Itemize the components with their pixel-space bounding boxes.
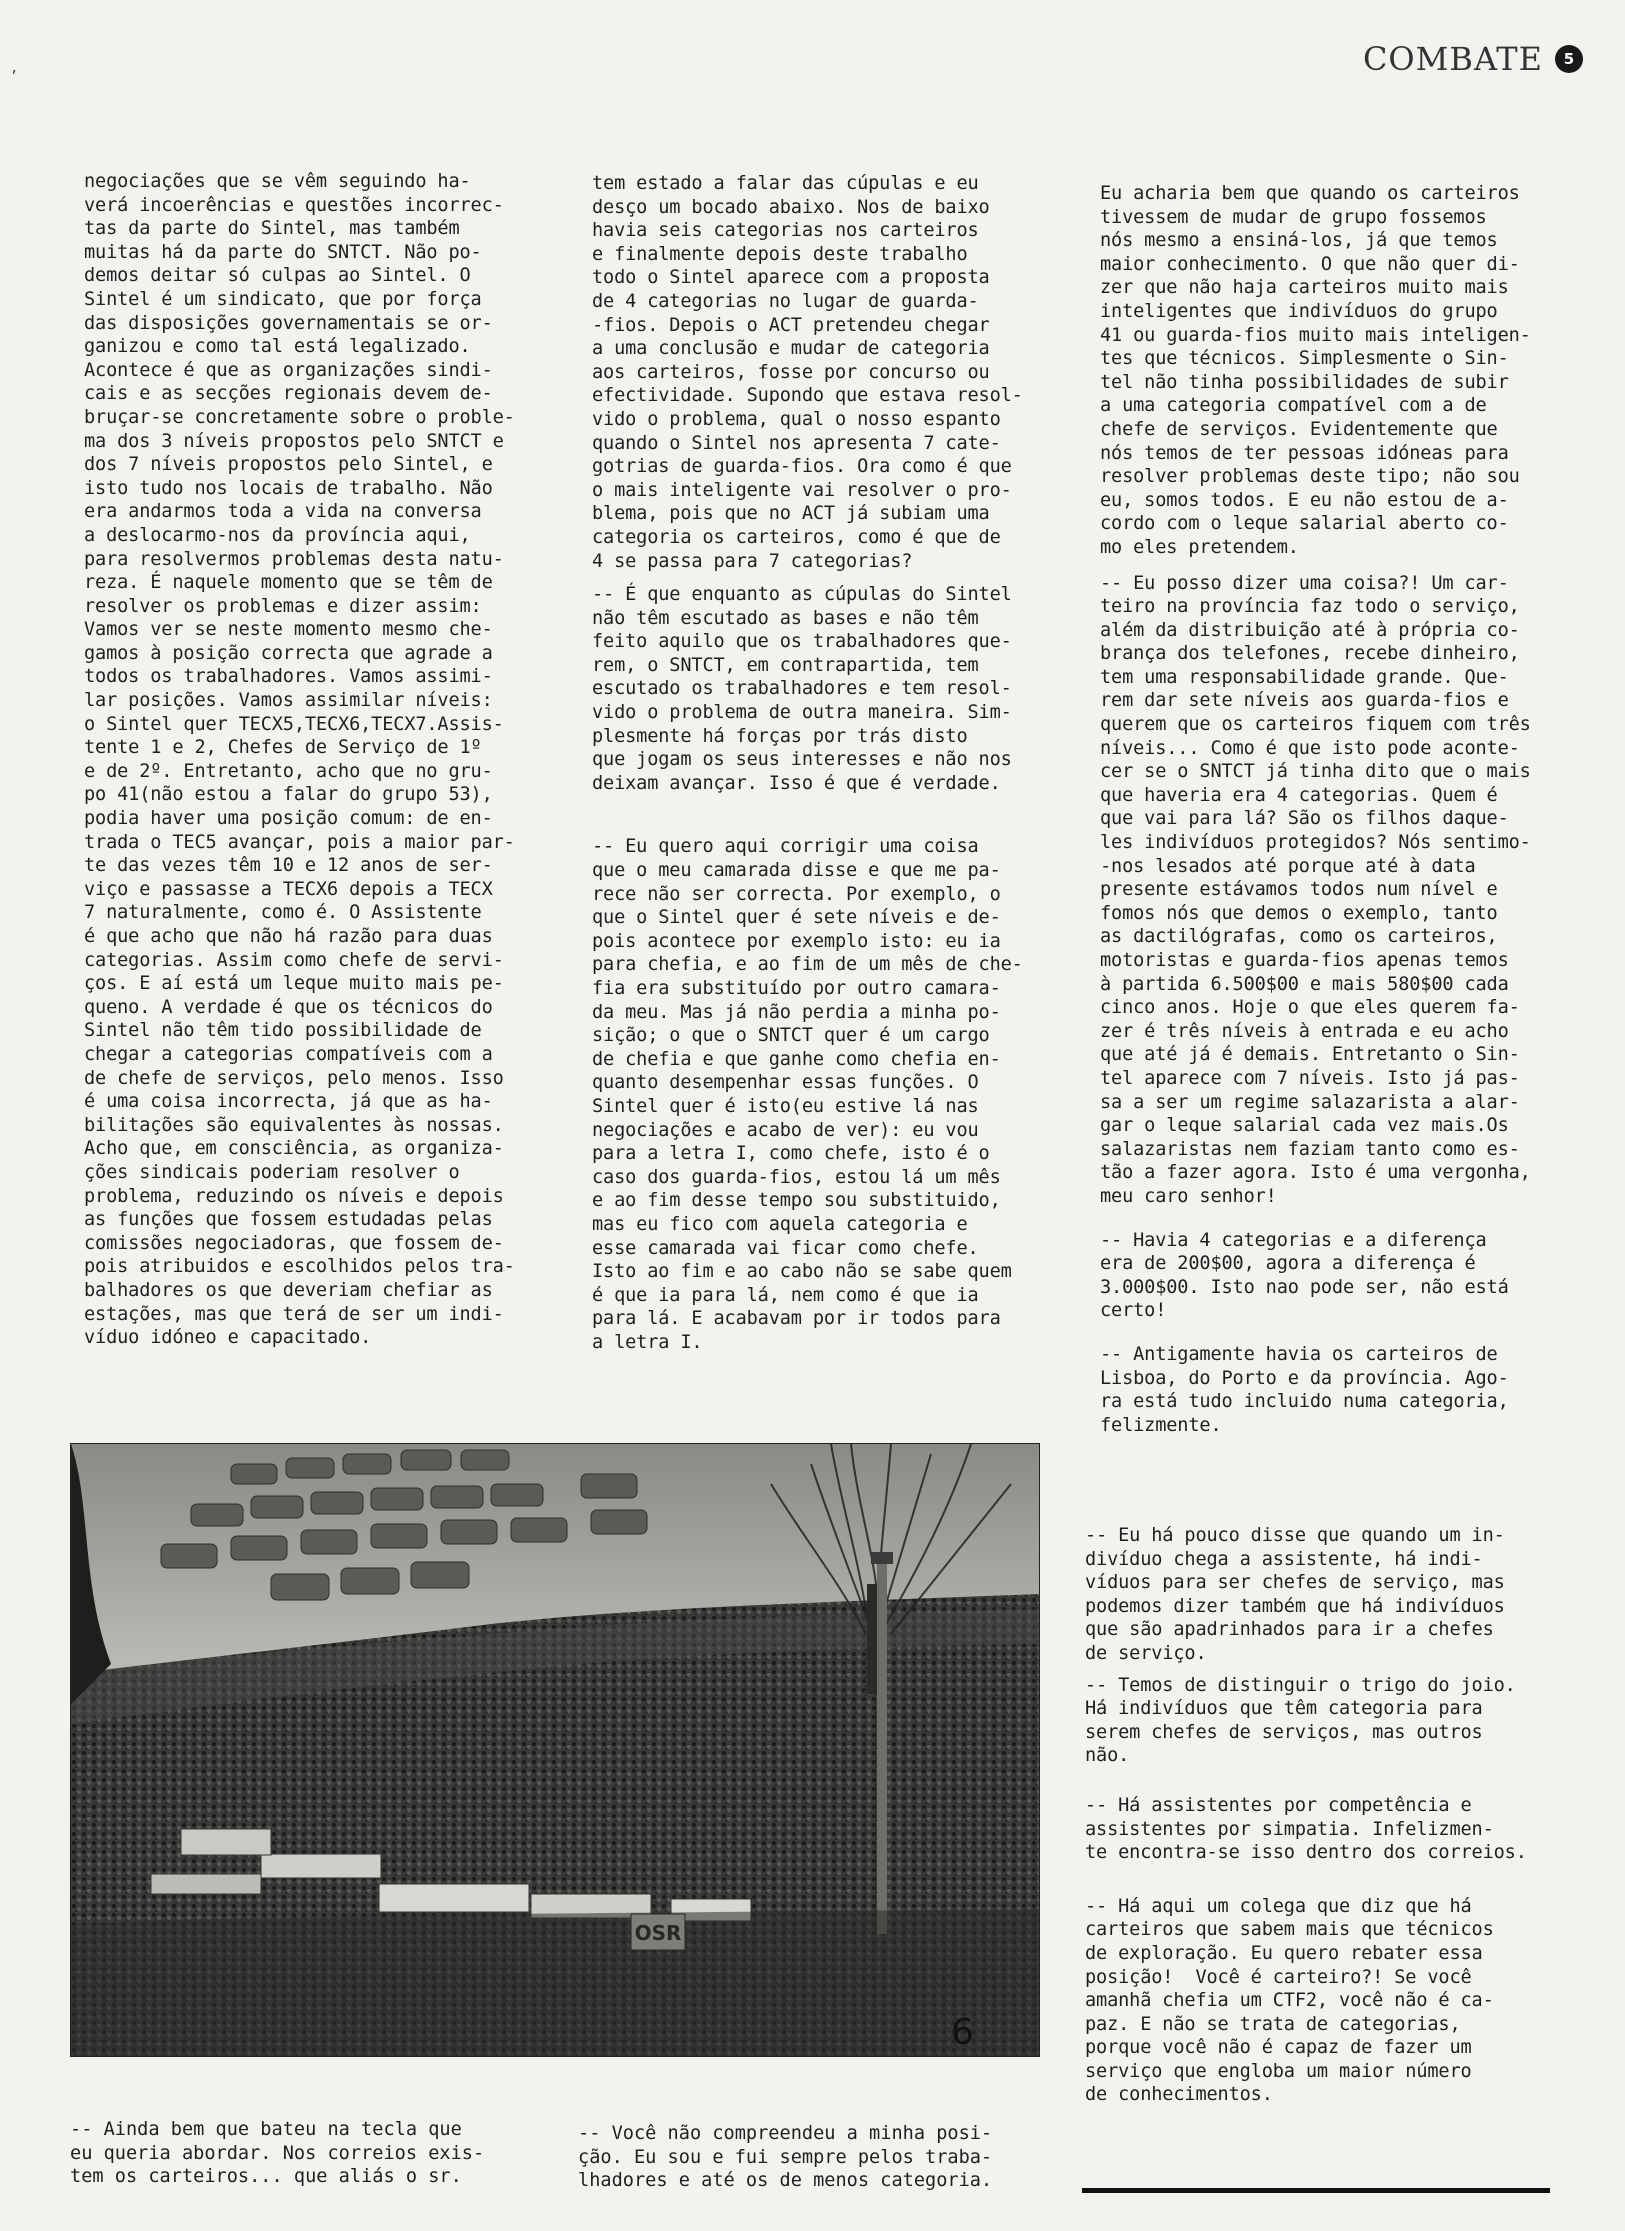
caption-middle xyxy=(578,2122,1068,2193)
paragraph: Eu acharia bem que quando os carteiros tivessem de mudar de grupo fossemos nós mesmo a ensiná-los, já que temos maior conhecimento. O que não quer di- zer que não haja carteiros muito mais inteligentes que indivíduos do grupo 41 ou guarda-fios muito mais inteligen- tes que técnicos. Simplesmente o Sin- tel não tinha possibilidades de subir a uma categoria compatível com a de chefe de serviços. Evidentemente que nós temos de ter pessoas idóneas para resolver problemas deste tipo; não sou eu, somos todos. E eu não estou de a- cordo com o leque salarial aberto co- mo eles pretendem. xyxy=(1100,183,1531,558)
page-number-badge: 5 xyxy=(1555,45,1583,73)
paragraph: -- É que enquanto as cúpulas do Sintel não têm escutado as bases e não têm feito aquilo que os trabalhadores que- rem, o SNTCT, em contrapartida, tem escutado os trabalhadores e tem resol- vido o problema de outra maneira. Sim- plesmente há forças por trás disto que jogam os seus interesses e não nos deixam avançar. Isso é que é verdade. xyxy=(592,584,1012,794)
article-column-1 xyxy=(84,170,584,1350)
paragraph: -- Antigamente havia os carteiros de Lisboa, do Porto e da província. Ago- ra está tudo incluido numa categoria, felizmente. xyxy=(1100,1343,1509,1436)
paragraph: tem estado a falar das cúpulas e eu desço um bocado abaixo. Nos de baixo havia seis categorias nos carteiros e finalmente depois deste trabalho todo o Sintel aparece com a proposta de 4 categorias no lugar de guarda- -fios. Depois o ACT pretendeu chegar a uma conclusão e mudar de categoria aos carteiros, fosse por concurso ou efectividade. Supondo que estava resol- vido o problema, qual o nosso espanto quando o Sintel nos apresenta 7 cate- gotrias de guarda-fios. Ora como é que o mais inteligente vai resolver o pro- blema, pois que no ACT já subiam uma categoria os carteiros, como é que de 4 se passa para 7 categorias? xyxy=(592,173,1023,572)
paragraph: -- Eu posso dizer uma coisa?! Um car- teiro na província faz todo o serviço, além da distribuição até à própria co- brança dos telefones, recebe dinheiro, tem uma responsabilidade grande. Que- rem dar sete níveis aos guarda-fios e querem que os carteiros fiquem com três níveis... Como é que isto pode aconte- cer se o SNTCT já tinha dito que o mais que haveria era 4 categorias. Quem é que vai para lá? São os filhos daque- les indivíduos protegidos? Nós sentimo- -nos lesados até porque até à data presente estávamos todos num nível e fomos nós que demos o exemplo, tanto as dactilógrafas, como os carteiros, motoristas e guarda-fios apenas temos à partida 6.500$00 e mais 580$00 cada cinco anos. Hoje o que eles querem fa- zer é três níveis à entrada e eu acho que até já é demais. Entretanto o Sin- tel aparece com 7 níveis. Isto já pas- sa a ser um regime salazarista a alar- gar o leque salarial cada vez mais.Os salazaristas nem faziam tanto como es- tão a fazer agora. Isto é uma vergonha, meu caro senhor! xyxy=(1100,572,1531,1207)
paragraph: -- Havia 4 categorias e a diferença era de 200$00, agora a diferença é 3.000$00. Isto nao pode ser, não está certo! xyxy=(1100,1229,1509,1322)
photo-corner-mark: 6 xyxy=(951,2012,974,2053)
paragraph: negociações que se vêm seguindo ha- verá incoerências e questões incorrec- tas da parte do Sintel, mas também muitas há da parte do SNTCT. Não po- demos deitar só culpas ao Sintel. O Sintel é um sindicato, que por força das disposições governamentais se or- ganizou e como tal está legalizado. xyxy=(84,171,504,358)
paragraph: -- Temos de distinguir o trigo do joio. Há indivíduos que têm categoria para serem chefes de serviços, mas outros não. xyxy=(1085,1674,1516,1767)
paragraph: -- Eu quero aqui corrigir uma coisa que o meu camarada disse e que me pa- rece não ser correcta. Por exemplo, o que o Sintel quer é sete níveis e de- pois acontece por exemplo isto: eu ia para chefia, e ao fim de um mês de che- fia era substituído por outro camara- da meu. Mas já não perdia a minha po- sição; o que o SNTCT quer é um cargo de chefia e que ganhe como chefia en- quanto desempenhar essas funções. O Sintel quer é isto(eu estive lá nas negociações e acabo de ver): eu vou para a letra I, como chefe, isto é o caso dos guarda-fios, estou lá um mês e ao fim desse tempo sou substituido, mas eu fico com aquela categoria e esse camarada vai ficar como chefe. Isto ao fim e ao cabo não se sabe quem é que ia para lá, nem como é que ia para lá. E acabavam por ir todos para a letra I. xyxy=(592,836,1023,1353)
paragraph: -- Há assistentes por competência e assistentes por simpatia. Infelizmen- te encontra-se isso dentro dos correios. xyxy=(1085,1794,1527,1864)
caption-text: -- Você não compreendeu a minha posi- ção. Eu sou e fui sempre pelos traba- lhadores e até os de menos categoria. xyxy=(578,2123,993,2192)
article-column-2 xyxy=(592,172,1092,1355)
caption-left xyxy=(70,2118,570,2189)
article-column-3-lower xyxy=(1085,1524,1595,2107)
article-column-3 xyxy=(1100,182,1600,1437)
masthead: COMBATE xyxy=(1362,40,1543,78)
section-rule xyxy=(1082,2188,1550,2193)
paragraph: Acontece é que as organizações sindi- cais e as secções regionais devem de- bruçar-se concretamente sobre o proble- ma dos 3 níveis propostos pelo SNTCT e dos 7 níveis propostos pelo Sintel, e isto tudo nos locais de trabalho. Não era andarmos toda a vida na conversa a deslocarmo-nos da província aqui, para resolvermos problemas desta natu- reza. É naquele momento que se têm de resolver os problemas e dizer assim: Vamos ver se neste momento mesmo che- gamos à posição correcta que agrade a todos os trabalhadores. Vamos assimi- lar posições. Vamos assimilar níveis: o Sintel quer TECX5,TECX6,TECX7.Assis- tente 1 e 2, Chefes de Serviço de 1º e de 2º. Entretanto, acho que no gru- po 41(não estou a falar do grupo 53), podia haver uma posição comum: de en- trada o TEC5 avançar, pois a maior par- te das vezes têm 10 e 12 anos de ser- viço e passasse a TECX6 depois a TECX 7 naturalmente, como é. O Assistente é que acho que não há razão para duas categorias. Assim como chefe de servi- ços. E aí está um leque muito mais pe- queno. A verdade é que os técnicos do Sintel não têm tido possibilidade de chegar a categorias compatíveis com a de chefe de serviços, pelo menos. Isso é uma coisa incorrecta, já que as ha- bilitações são equivalentes às nossas. Acho que, em consciência, as organiza- ções sindicais poderiam resolver o problema, reduzindo os níveis e depois as funções que fossem estudadas pelas comissões negociadoras, que fossem de- pois atribuidos e escolhidos pelos tra- balhadores os que deveriam chefiar as estações, mas que terá de ser um indi- víduo idóneo e capacitado. xyxy=(84,359,515,1349)
page-header xyxy=(1363,40,1583,78)
paragraph: -- Há aqui um colega que diz que há carteiros que sabem mais que técnicos de exploração. Eu quero rebater essa posição! Você é carteiro?! Se você amanhã chefia um CTF2, você não é ca- paz. E não se trata de categorias, porque você não é capaz de fazer um serviço que engloba um maior número de conhecimentos. xyxy=(1085,1895,1494,2106)
paragraph: -- Eu há pouco disse que quando um in- divíduo chega a assistente, há indi- víduos para ser chefes de serviço, mas podemos dizer também que há indivíduos que são apadrinhados para ir a chefes de serviço. xyxy=(1085,1525,1505,1664)
caption-text: -- Ainda bem que bateu na tecla que eu queria abordar. Nos correios exis- tem os carteiros... que aliás o sr. xyxy=(70,2119,485,2188)
crowd-photo xyxy=(70,1443,1040,2057)
margin-mark: , xyxy=(10,60,19,76)
